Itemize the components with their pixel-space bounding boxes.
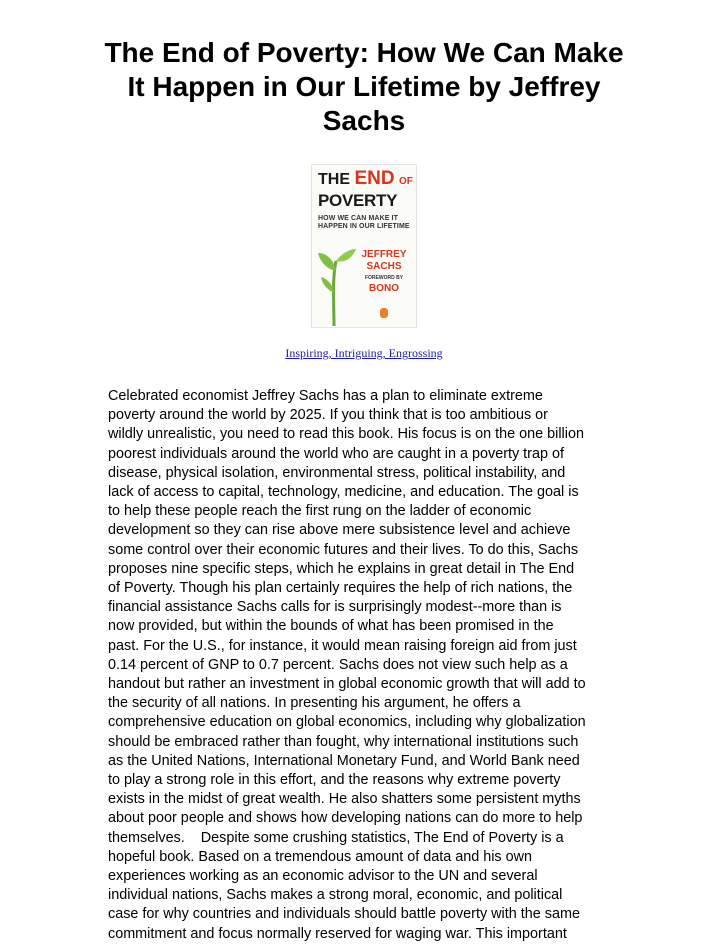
cover-the: THE bbox=[318, 171, 350, 188]
cover-subtitle-1: HOW WE CAN MAKE IT bbox=[318, 215, 398, 222]
text-line: the security of all nations. In presenting his argument, he offers a bbox=[108, 695, 521, 712]
cover-title-line-1 bbox=[318, 168, 413, 190]
text-line: lack of access to capital, technology, medicine, and education. The goal is bbox=[108, 484, 579, 501]
text-line: handout but rather an investment in global economic growth that will add to bbox=[108, 676, 586, 693]
page-title: The End of Poverty: How We Can Make It Happen in Our Lifetime by Jeffrey Sachs bbox=[104, 37, 624, 136]
text-line: themselves. Despite some crushing statistics, The End of Poverty is a bbox=[108, 829, 564, 846]
plant-sprout-icon bbox=[316, 231, 356, 326]
text-line: hopeful book. Based on a tremendous amount of data and his own bbox=[108, 848, 533, 865]
text-line: 0.14 percent of GNP to 0.7 percent. Sachs does not view such help as a bbox=[108, 656, 568, 673]
text-line: Celebrated economist Jeffrey Sachs has a plan to eliminate extreme bbox=[108, 388, 543, 404]
text-line: poorest individuals around the world who are caught in a poverty trap of bbox=[108, 445, 564, 462]
text-line: about poor people and shows how developing nations can do more to help bbox=[108, 810, 583, 827]
text-line: case for why countries and individuals should battle poverty with the same bbox=[108, 906, 580, 923]
text-line: to help these people reach the first rung on the ladder of economic bbox=[108, 503, 532, 520]
cover-author-1: JEFFREY bbox=[361, 249, 407, 260]
text-line: as the United Nations, International Monetary Fund, and World Bank need bbox=[108, 752, 580, 769]
cover-subtitle-2: HAPPEN IN OUR LIFETIME bbox=[318, 223, 410, 230]
text-line: should be embraced rather than fought, why international institutions such bbox=[108, 733, 579, 750]
text-line: disease, physical isolation, environmental stress, political instability, and bbox=[108, 464, 566, 481]
text-line: wildly unrealistic, you need to read this book. His focus is on the one billion bbox=[108, 426, 584, 443]
text-line: of Poverty. Though his plan certainly requires the help of rich nations, the bbox=[108, 580, 573, 597]
text-line: past. For the U.S., for instance, it would mean raising foreign aid from just bbox=[108, 637, 577, 654]
text-line: individual nations, Sachs makes a strong moral, economic, and political bbox=[108, 887, 563, 904]
tagline-link[interactable]: Inspiring, Intriguing, Engrossing bbox=[285, 346, 443, 360]
text-line: commitment and focus normally reserved for waging war. This important bbox=[108, 925, 567, 942]
text-line: now provided, but within the bounds of what has been promised in the bbox=[108, 618, 554, 635]
cover-subtitle bbox=[318, 215, 410, 231]
cover-of: OF bbox=[399, 176, 413, 187]
cover-foreword-label: FOREWORD BY bbox=[364, 275, 404, 281]
text-line: experiences working as an economic advisor to the UN and several bbox=[108, 868, 538, 885]
text-line: exists in the midst of great wealth. He also shatters some persistent myths bbox=[108, 791, 581, 808]
cover-end: END bbox=[354, 168, 395, 189]
text-line: comprehensive education on global economics, including why globalization bbox=[108, 714, 586, 731]
publisher-logo-icon bbox=[380, 308, 388, 318]
cover-author-2: SACHS bbox=[366, 261, 402, 272]
cover-author bbox=[356, 249, 412, 273]
text-line: proposes nine specific steps, which he explains in great detail in The End bbox=[108, 560, 575, 577]
text-line: some control over their economic futures and their lives. To do this, Sachs bbox=[108, 541, 579, 558]
cover-title-line-2: POVERTY bbox=[318, 191, 398, 210]
text-line: financial assistance Sachs calls for is surprisingly modest--more than is bbox=[108, 599, 562, 616]
cover-foreword-author: BONO bbox=[369, 283, 399, 294]
text-line: poverty around the world by 2025. If you think that is too ambitious or bbox=[108, 407, 548, 424]
description-text bbox=[108, 387, 624, 944]
book-cover-image bbox=[311, 164, 417, 328]
text-line: development so they can rise above mere subsistence level and achieve bbox=[108, 522, 571, 539]
text-line: to play a strong role in this effort, and the reasons why extreme poverty bbox=[108, 772, 561, 789]
